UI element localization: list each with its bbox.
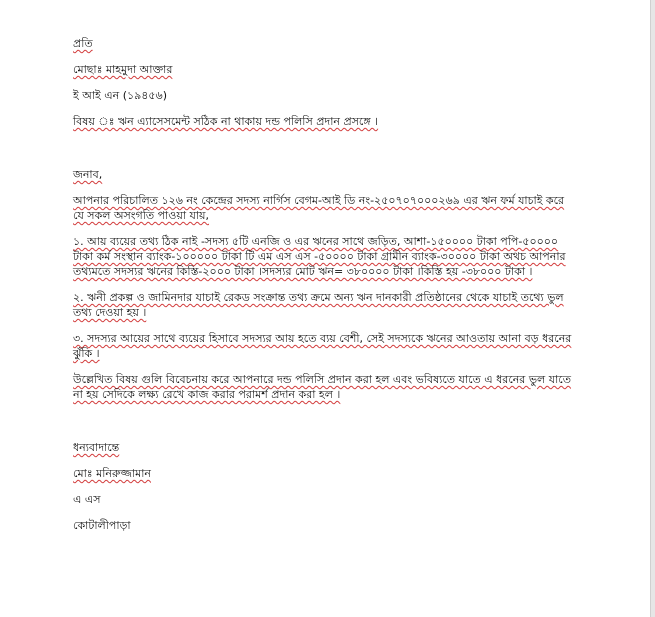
subject-line: বিষয় ◌ঃ ঋন এ্যাসেসমেন্ট সঠিক না থাকায় দন্ড পলিসি প্রদান প্রসঙ্গে । <box>73 115 379 128</box>
point-1: ১. আয় ব্যয়ের তথ্য ঠিক নাই -সদস্য ৫টি এনজি ও এর ঋনের সাথে জড়িত, আশা-১৫০০০০ টাকা পপি-৫০০০০ টাকা কর্ম সংস্থান ব্যাংক-১০০০০০ টাকা টি এম এস এস -৫০০০০ টাকা গ্রামীন ব্যাংক-৩০০০০ টাকা অথচ আপনার তথ্যমতে সদস্যর ঋনের কিস্তি-২০০০ টাকা ।সদস্যর মোট ঋন= ৩৮০০০০ টাকা ।কিস্তি হয় -৩৮০০০ টাকা । <box>73 235 566 278</box>
sign-off: ধন্যবাদান্তে <box>73 441 120 454</box>
point-3: ৩. সদস্যর আয়ের সাথে ব্যয়ের হিসাবে সদস্যর আয় হতে ব্যয় বেশী, সেই সদস্যকে ঋনের আওতায় আনা বড় ধরনের ঝুঁকি । <box>73 332 572 360</box>
body-intro: আপনার পরিচালিত ১২৬ নং কেন্দ্রের সদস্য নার্গিস বেগম-আই ডি নং-২৫০৭০৭০০০২৬৯ এর ঋন ফর্ম যাচাই করে যে সকল অসংগতি পাওয়া যায়, <box>73 194 565 222</box>
sender-branch: কোটালীপাড়া <box>73 519 131 532</box>
closing-paragraph: উল্লেখিত বিষয় গুলি বিবেচনায় করে আপনারে দন্ড পলিসি প্রদান করা হল এবং ভবিষ্যতে যাতে এ ধরনের ভুল যাতে না হয় সেদিকে লক্ষ্য রেখে কাজ করার পরামর্শ প্রদান করা হল । <box>73 373 571 401</box>
sender-name: মোঃ মনিরুজ্জামান <box>73 467 151 480</box>
salutation: জনাব, <box>73 168 103 181</box>
point-2: ২. ঋনী প্রকল্প ও জামিনদার যাচাই রেকড সংক্রান্ত তথ্য ক্রমে অন্য ঋন দানকারী প্রতিষ্ঠানের থেকে যাচাই তথ্যে ভুল তথ্য দেওয়া হয় । <box>73 291 564 319</box>
page-edge <box>650 0 655 617</box>
document-page <box>73 36 573 533</box>
recipient-name: মোছাঃ মাহমুদা আক্তার <box>73 63 173 76</box>
recipient-id: ই আই এন (১৯৪৫৬) <box>73 89 167 102</box>
sender-title: এ এস <box>73 493 101 506</box>
to-label: প্রতি <box>73 37 93 50</box>
